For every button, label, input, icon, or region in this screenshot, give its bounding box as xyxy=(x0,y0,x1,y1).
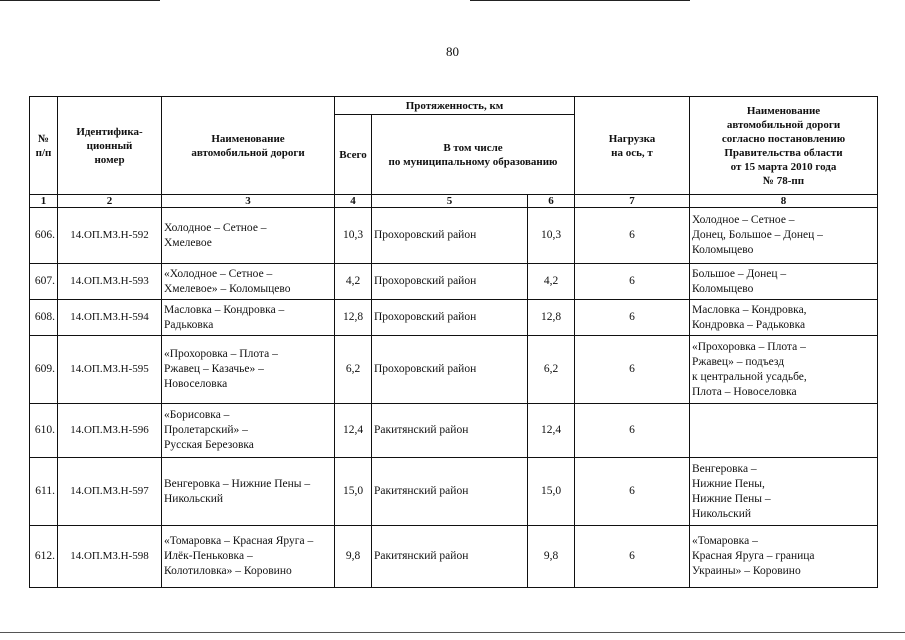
municipal-district: Прохоровский район xyxy=(372,208,528,264)
road-identifier: 14.ОП.МЗ.Н-594 xyxy=(58,300,162,336)
axle-load: 6 xyxy=(575,458,690,526)
column-number: 5 xyxy=(372,195,528,208)
road-name: «Прохоровка – Плота – Ржавец – Казачье» – Новоселовка xyxy=(162,336,335,404)
length-total: 12,4 xyxy=(335,404,372,458)
column-number: 3 xyxy=(162,195,335,208)
header-length: Протяженность, км xyxy=(335,97,575,115)
header-axle-load: Нагрузка на ось, т xyxy=(575,97,690,195)
header-length-municipal: В том числе по муниципальному образованию xyxy=(372,115,575,195)
length-municipal: 15,0 xyxy=(528,458,575,526)
column-numbers-row xyxy=(30,195,878,208)
table-row xyxy=(30,526,878,588)
axle-load: 6 xyxy=(575,404,690,458)
column-number: 4 xyxy=(335,195,372,208)
table-header xyxy=(30,97,878,208)
road-identifier: 14.ОП.МЗ.Н-596 xyxy=(58,404,162,458)
resolution-road-name: «Прохоровка – Плота – Ржавец» – подъезд к центральной усадьбе, Плота – Новоселовка xyxy=(690,336,878,404)
road-name: «Борисовка – Пролетарский» – Русская Березовка xyxy=(162,404,335,458)
table-body xyxy=(30,208,878,588)
row-number: 611. xyxy=(30,458,58,526)
municipal-district: Ракитянский район xyxy=(372,404,528,458)
length-municipal: 6,2 xyxy=(528,336,575,404)
length-total: 12,8 xyxy=(335,300,372,336)
table-row xyxy=(30,404,878,458)
road-name: Масловка – Кондровка – Радьковка xyxy=(162,300,335,336)
axle-load: 6 xyxy=(575,336,690,404)
row-number: 610. xyxy=(30,404,58,458)
length-total: 4,2 xyxy=(335,264,372,300)
road-name: Холодное – Сетное – Хмелевое xyxy=(162,208,335,264)
table-row xyxy=(30,300,878,336)
length-total: 15,0 xyxy=(335,458,372,526)
municipal-district: Прохоровский район xyxy=(372,336,528,404)
axle-load: 6 xyxy=(575,208,690,264)
length-total: 9,8 xyxy=(335,526,372,588)
road-identifier: 14.ОП.МЗ.Н-592 xyxy=(58,208,162,264)
table-row xyxy=(30,458,878,526)
axle-load: 6 xyxy=(575,300,690,336)
column-number: 2 xyxy=(58,195,162,208)
resolution-road-name: Большое – Донец – Коломыцево xyxy=(690,264,878,300)
table-row xyxy=(30,264,878,300)
municipal-district: Прохоровский район xyxy=(372,264,528,300)
row-number: 608. xyxy=(30,300,58,336)
header-road-name: Наименование автомобильной дороги xyxy=(162,97,335,195)
axle-load: 6 xyxy=(575,526,690,588)
row-number: 609. xyxy=(30,336,58,404)
resolution-road-name: Холодное – Сетное – Донец, Большое – Донец – Коломыцево xyxy=(690,208,878,264)
length-municipal: 9,8 xyxy=(528,526,575,588)
road-identifier: 14.ОП.МЗ.Н-598 xyxy=(58,526,162,588)
road-identifier: 14.ОП.МЗ.Н-595 xyxy=(58,336,162,404)
scan-edge-line-left xyxy=(0,0,160,1)
header-length-total: Всего xyxy=(335,115,372,195)
header-ident: Идентифика- ционный номер xyxy=(58,97,162,195)
road-identifier: 14.ОП.МЗ.Н-597 xyxy=(58,458,162,526)
scan-edge-line-bottom xyxy=(0,632,905,633)
header-num: № п/п xyxy=(30,97,58,195)
resolution-road-name xyxy=(690,404,878,458)
road-name: Венгеровка – Нижние Пены – Никольский xyxy=(162,458,335,526)
column-number: 6 xyxy=(528,195,575,208)
axle-load: 6 xyxy=(575,264,690,300)
municipal-district: Ракитянский район xyxy=(372,458,528,526)
row-number: 612. xyxy=(30,526,58,588)
municipal-district: Ракитянский район xyxy=(372,526,528,588)
length-total: 10,3 xyxy=(335,208,372,264)
page-number: 80 xyxy=(446,44,459,59)
length-municipal: 10,3 xyxy=(528,208,575,264)
resolution-road-name: «Томаровка – Красная Яруга – граница Украины» – Коровино xyxy=(690,526,878,588)
road-name: «Томаровка – Красная Яруга – Илёк-Пеньковка – Колотиловка» – Коровино xyxy=(162,526,335,588)
length-municipal: 12,4 xyxy=(528,404,575,458)
length-municipal: 4,2 xyxy=(528,264,575,300)
resolution-road-name: Венгеровка – Нижние Пены, Нижние Пены – Никольский xyxy=(690,458,878,526)
scan-edge-line-right xyxy=(470,0,690,1)
row-number: 607. xyxy=(30,264,58,300)
column-number: 7 xyxy=(575,195,690,208)
road-identifier: 14.ОП.МЗ.Н-593 xyxy=(58,264,162,300)
table-row xyxy=(30,208,878,264)
column-number: 1 xyxy=(30,195,58,208)
municipal-district: Прохоровский район xyxy=(372,300,528,336)
header-resolution-name: Наименование автомобильной дороги согласно постановлению Правительства области от 15 марта 2010 года № 78-пп xyxy=(690,97,878,195)
length-total: 6,2 xyxy=(335,336,372,404)
length-municipal: 12,8 xyxy=(528,300,575,336)
roads-table xyxy=(29,96,878,588)
resolution-road-name: Масловка – Кондровка, Кондровка – Радьковка xyxy=(690,300,878,336)
column-number: 8 xyxy=(690,195,878,208)
table-row xyxy=(30,336,878,404)
road-name: «Холодное – Сетное – Хмелевое» – Коломыцево xyxy=(162,264,335,300)
row-number: 606. xyxy=(30,208,58,264)
